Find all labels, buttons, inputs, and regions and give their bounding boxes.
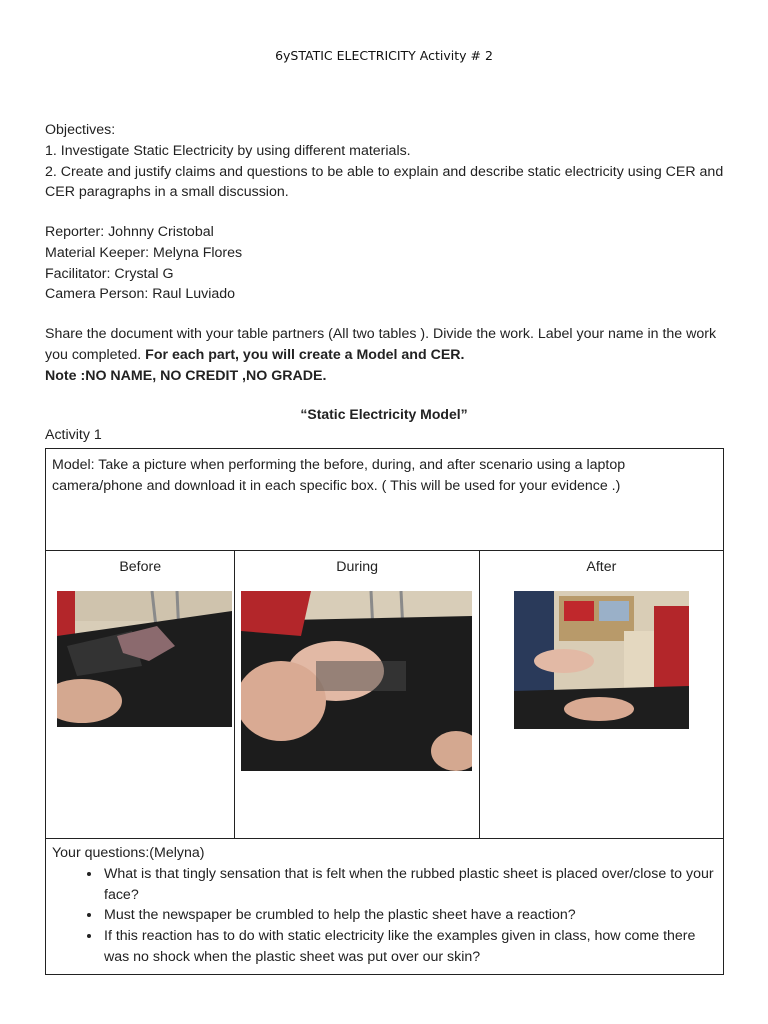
instructions-section bbox=[45, 324, 735, 386]
objectives-heading: Objectives: bbox=[45, 122, 116, 138]
model-description-cell bbox=[46, 449, 724, 551]
document-title: 6ySTATIC ELECTRICITY Activity # 2 bbox=[275, 48, 493, 63]
objective-item-2: 2. Create and justify claims and questions to be able to explain and describe static electricity using CER and CER paragraphs in a small discussion. bbox=[45, 163, 724, 201]
instructions-text: Share the document with your table partners (All two tables ). Divide the work. Label your name in the work you completed. bbox=[45, 326, 717, 363]
activity-label: Activity 1 bbox=[45, 427, 102, 443]
after-photo bbox=[514, 591, 689, 729]
role-material-keeper: Material Keeper: Melyna Flores bbox=[45, 244, 243, 261]
roles-section bbox=[45, 222, 735, 305]
questions-heading: Your questions:(Melyna) bbox=[52, 845, 205, 861]
before-photo bbox=[57, 591, 232, 727]
objectives-section bbox=[45, 120, 735, 203]
question-item-1: • What is that tingly sensation that is felt when the rubbed plastic sheet is placed over/close to your face? bbox=[102, 864, 717, 906]
question-item-2: • Must the newspaper be crumbled to help the plastic sheet have a reaction? bbox=[102, 905, 717, 926]
column-during-label: During bbox=[336, 559, 378, 575]
questions-cell bbox=[46, 839, 724, 975]
question-item-3: • If this reaction has to do with static electricity like the examples given in class, how come there was no shock when the plastic sheet was put over our skin? bbox=[102, 926, 717, 968]
role-facilitator: Facilitator: Crystal G bbox=[45, 265, 174, 282]
instructions-bold: For each part, you will create a Model and CER. bbox=[145, 346, 465, 363]
role-reporter: Reporter: Johnny Cristobal bbox=[45, 224, 214, 240]
role-camera-person: Camera Person: Raul Luviado bbox=[45, 286, 236, 303]
objective-item-1: 1. Investigate Static Electricity by using different materials. bbox=[45, 142, 411, 159]
column-after-label: After bbox=[586, 559, 617, 575]
model-description: Model: Take a picture when performing the before, during, and after scenario using a laptop camera/phone and download it in each specific box. ( This will be used for your evidence .) bbox=[52, 457, 626, 494]
model-heading: “Static Electricity Model” bbox=[300, 406, 468, 422]
during-photo bbox=[241, 591, 472, 771]
instructions-note: Note :NO NAME, NO CREDIT ,NO GRADE. bbox=[45, 367, 327, 384]
questions-list bbox=[52, 864, 717, 968]
column-before-label: Before bbox=[119, 559, 162, 575]
